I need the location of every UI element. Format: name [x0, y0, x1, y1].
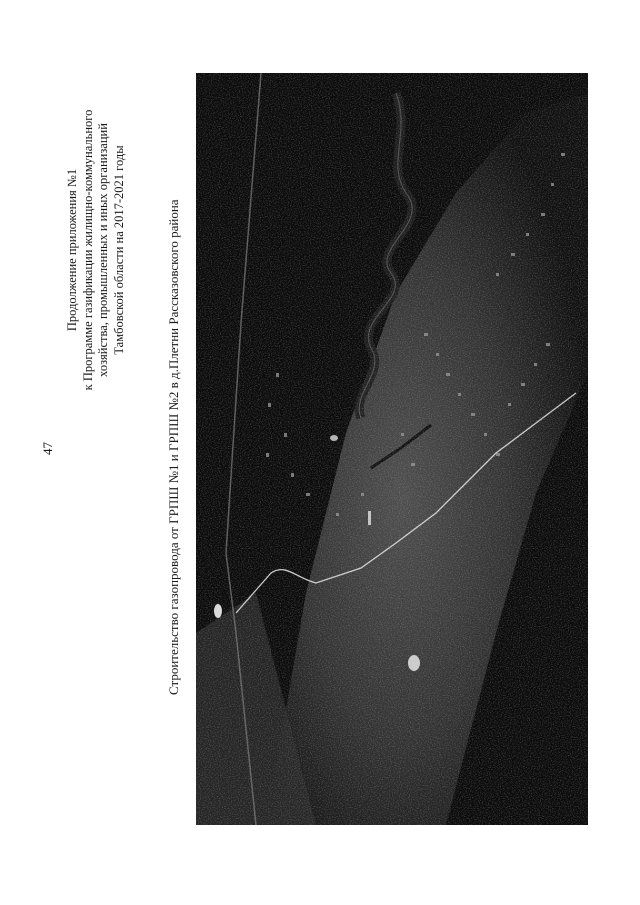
- appendix-header: [65, 80, 127, 420]
- aerial-photo-graphic: [196, 73, 588, 825]
- header-line-4: Тамбовской области на 2017-2021 годы: [111, 145, 126, 355]
- page-number: 47: [40, 442, 55, 455]
- header-line-1: Продолжение приложения №1: [65, 168, 79, 332]
- figure-caption: Строительство газопровода от ГРПШ №1 и ГРПШ №2 в д.Плетни Рассказовского района: [166, 199, 181, 695]
- header-line-2: к Программе газификации жилищно-коммунального: [80, 109, 95, 391]
- aerial-photo: [196, 73, 588, 825]
- header-line-3: хозяйства, промышленных и иных организаций: [96, 123, 110, 377]
